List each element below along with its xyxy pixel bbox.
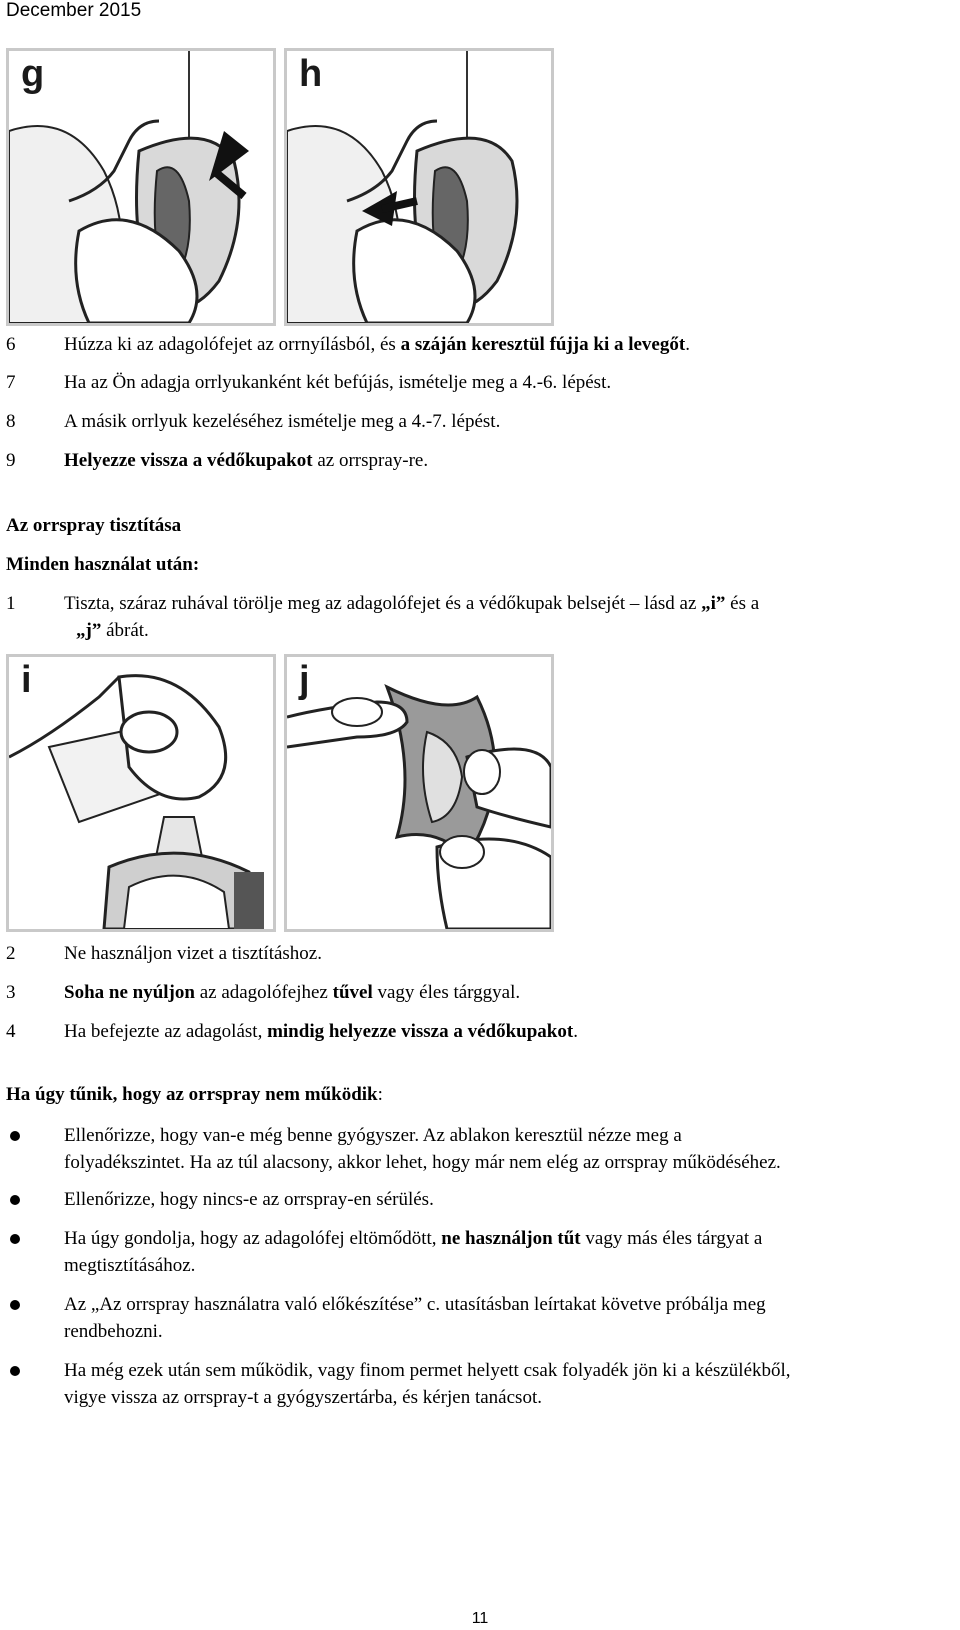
bullet-icon	[10, 1195, 20, 1205]
figure-h	[284, 48, 554, 326]
page-number: 11	[471, 1610, 489, 1627]
bullet-icon	[10, 1366, 20, 1376]
trouble-bullet-5: Ha még ezek után sem működik, vagy finom permet helyett csak folyadék jön ki a készülékből, vigye vissza az orrspray-t a gyógyszertárba, és kérjen tanácsot.	[64, 1360, 791, 1408]
bullet-icon	[10, 1131, 20, 1141]
figure-g	[6, 48, 276, 326]
bullet-icon	[10, 1300, 20, 1310]
cleaning-subheading: Minden használat után:	[6, 554, 200, 575]
cleaning-heading: Az orrspray tisztítása	[6, 515, 182, 536]
figure-label-g: g	[21, 53, 45, 95]
troubleshooting-heading: Ha úgy tűnik, hogy az orrspray nem működik:	[6, 1084, 383, 1105]
illustration-i	[9, 657, 273, 929]
trouble-bullet-2: Ellenőrizze, hogy nincs-e az orrspray-en sérülés.	[64, 1189, 434, 1210]
illustration-h	[287, 51, 551, 323]
trouble-bullet-1: Ellenőrizze, hogy van-e még benne gyógyszer. Az ablakon keresztül nézze meg a folyadékszintet. Ha az túl alacsony, akkor lehet, hogy már nem elég az orrspray működéséhez.	[64, 1125, 781, 1173]
bullet-icon	[10, 1234, 20, 1244]
trouble-bullet-3: Ha úgy gondolja, hogy az adagolófej eltömődött, ne használjon tűt vagy más éles tárgyat a megtisztításához.	[64, 1228, 763, 1276]
page-header-date: December 2015	[6, 0, 142, 21]
illustration-g	[9, 51, 273, 323]
figure-j	[284, 654, 554, 932]
figure-label-j: j	[299, 659, 310, 701]
figure-label-i: i	[21, 659, 32, 701]
illustration-j	[287, 657, 551, 929]
figure-i	[6, 654, 276, 932]
figure-label-h: h	[299, 53, 323, 95]
trouble-bullet-4: Az „Az orrspray használatra való előkészítése” c. utasításban leírtakat követve próbálja meg rendbehozni.	[64, 1294, 766, 1342]
